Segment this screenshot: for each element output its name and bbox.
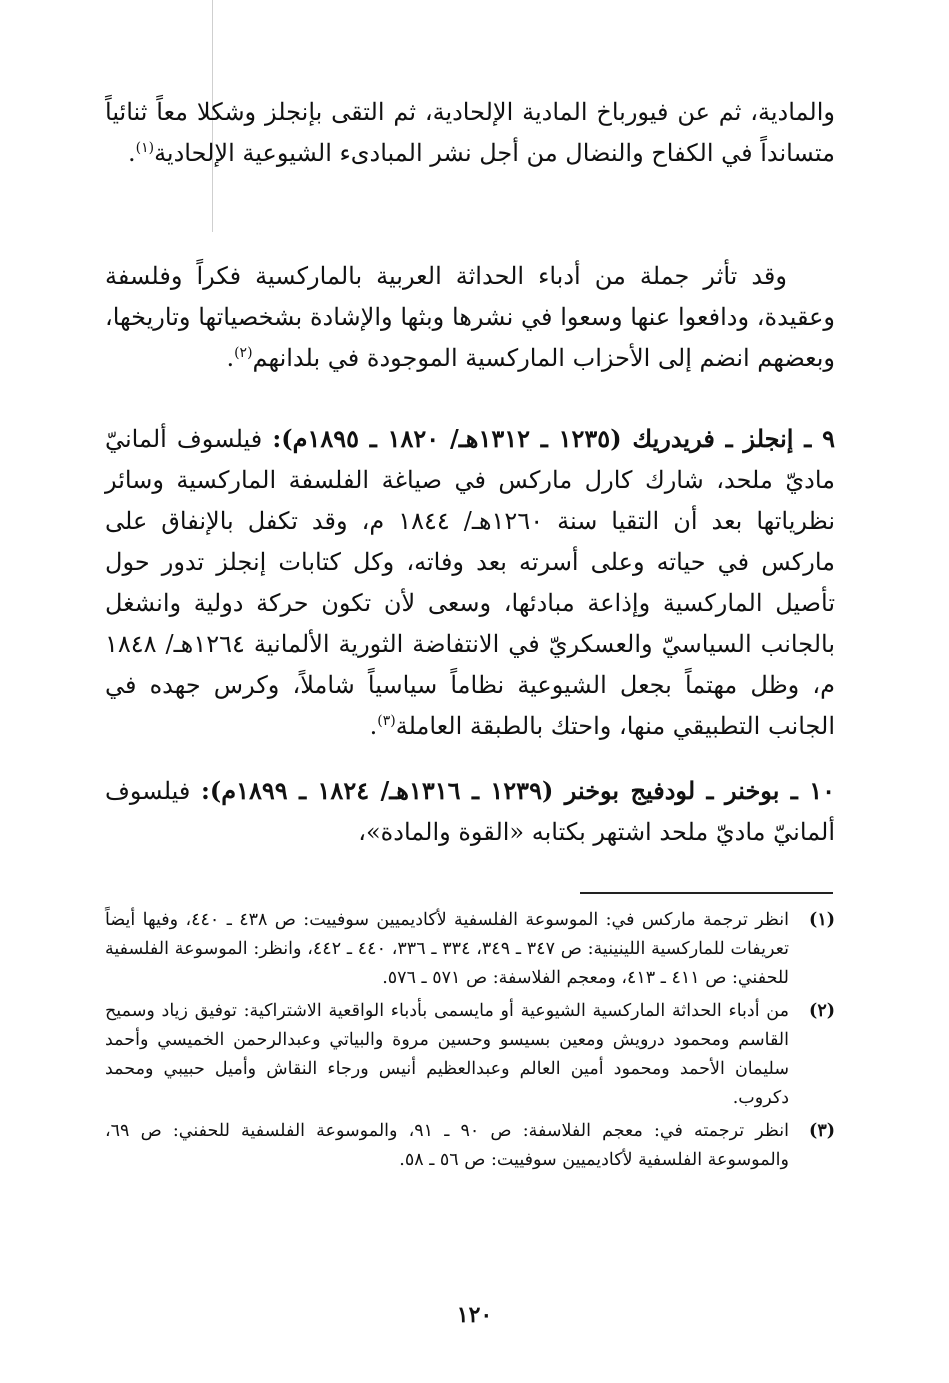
footnote-ref-3[interactable]: (٣) <box>377 713 396 729</box>
footnote-separator <box>580 892 833 894</box>
entry-9-end: . <box>369 712 378 740</box>
entry-10 <box>105 770 835 853</box>
entry-9-heading: ٩ ـ إنجلز ـ فريدريك (١٢٣٥ ـ ١٣١٢هـ/ ١٨٢٠ ـ ١٨٩٥م): <box>272 424 835 453</box>
footnote-3 <box>105 1117 835 1175</box>
page-number: ١٢٠ <box>456 1302 493 1328</box>
footnotes <box>105 906 835 1179</box>
footnote-2 <box>105 997 835 1113</box>
paragraph-2 <box>105 256 835 379</box>
footnote-ref-1[interactable]: (١) <box>135 140 155 156</box>
paragraph-2-end: . <box>226 344 235 372</box>
footnote-text: من أدباء الحداثة الماركسية الشيوعية أو مايسمى بأدباء الواقعية الاشتراكية: توفيق زياد وسميح القاسم ومحمود درويش ومعين بسيسو وحسين مروة والبياتي وعبدالرحمن الخميسي وأحمد سليمان الأحمد ومحمود أمين العالم وعبدالعظيم أنيس ورجاء النقاش وأميل حبيبي ومحمد دكروب. <box>105 1001 789 1108</box>
footnote-text: انظر ترجمته في: معجم الفلاسفة: ص ٩٠ ـ ٩١، والموسوعة الفلسفية للحفني: ص ٦٩، والموسوعة الفلسفية لأكاديميين سوفييت: ص ٥٦ ـ ٥٨. <box>105 1121 789 1170</box>
entry-9 <box>105 418 835 747</box>
paragraph-2-text: وقد تأثر جملة من أدباء الحداثة العربية بالماركسية فكراً وفلسفة وعقيدة، ودافعوا عنها وسعوا في نشرها وبثها والإشادة بشخصياتها وتاريخها، وبعضهم انضم إلى الأحزاب الماركسية الموجودة في بلدانهم <box>105 262 835 372</box>
entry-9-body: فيلسوف ألمانيّ ماديّ ملحد، شارك كارل ماركس في صياغة الفلسفة الماركسية وسائر نظرياتها بعد أن التقيا سنة ١٢٦٠هـ/ ١٨٤٤ م، وقد تكفل بالإنفاق على ماركس في حياته وعلى أسرته بعد وفاته، وكل كتابات إنجلز تدور حول تأصيل الماركسية وإذاعة مبادئها، وسعى لأن تكون حركة دولية وانشغل بالجانب السياسيّ والعسكريّ في الانتفاضة الثورية الألمانية ١٢٦٤هـ/ ١٨٤٨ م، وظل مهتماً بجعل الشيوعية نظاماً سياسياً شاملاً، وكرس جهده في الجانب التطبيقي منها، واحتك بالطبقة العاملة <box>105 425 836 740</box>
footnote-text: انظر ترجمة ماركس في: الموسوعة الفلسفية لأكاديميين سوفييت: ص ٤٣٨ ـ ٤٤٠، وفيها أيضاً تعريفات للماركسية اللينينية: ص ٣٤٧ ـ ٣٤٩، ٣٣٤ ـ ٣٣٦، ٤٤٠ ـ ٤٤٢، وانظر: الموسوعة الفلسفية للحفني: ص ٤١١ ـ ٤١٣، ومعجم الفلاسفة: ص ٥٧١ ـ ٥٧٦. <box>105 910 789 988</box>
footnote-number: (١) <box>809 910 835 930</box>
footnote-ref-2[interactable]: (٢) <box>234 345 253 361</box>
entry-10-heading: ١٠ ـ بوخنر ـ لودفيج بوخنر (١٢٣٩ ـ ١٣١٦هـ/ ١٨٢٤ ـ ١٨٩٩م): <box>201 776 836 805</box>
paragraph-1 <box>105 92 835 174</box>
footnote-number: (٣) <box>809 1121 835 1141</box>
paragraph-1-text: والمادية، ثم عن فيورباخ المادية الإلحادية، ثم التقى بإنجلز وشكلا معاً ثنائياً متسانداً في الكفاح والنضال من أجل نشر المبادىء الشيوعية الإلحادية <box>105 98 835 167</box>
footnote-number: (٢) <box>809 1001 835 1021</box>
paragraph-1-end: . <box>127 139 136 167</box>
footnote-1 <box>105 906 835 993</box>
entry-10-body: فيلسوف ألمانيّ ماديّ ملحد اشتهر بكتابه «القوة والمادة»، <box>105 777 835 846</box>
